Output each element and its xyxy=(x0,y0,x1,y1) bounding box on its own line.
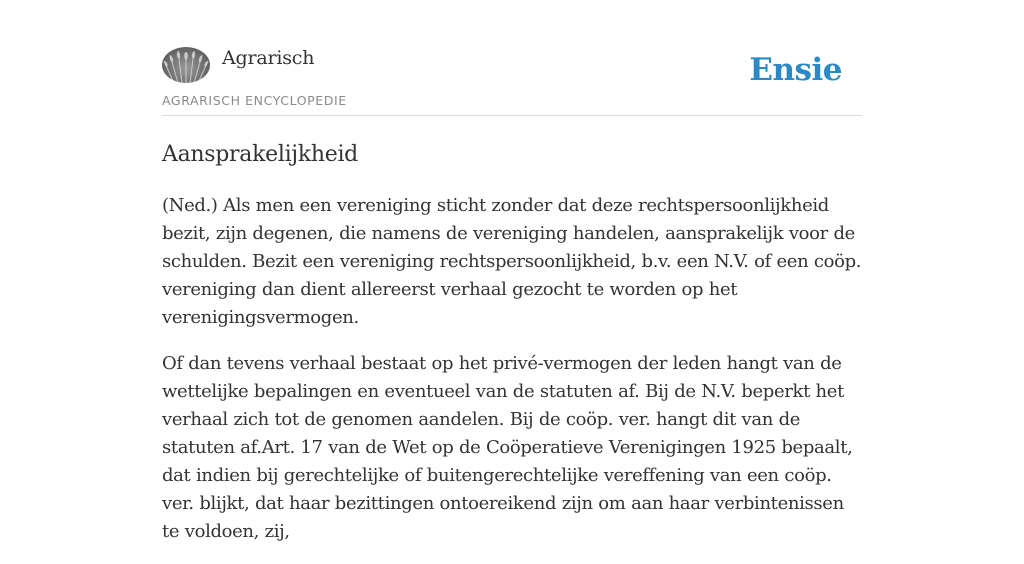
wheat-icon[interactable] xyxy=(162,47,210,83)
article-body xyxy=(162,192,862,546)
site-name-link[interactable]: Agrarisch xyxy=(222,47,315,69)
site-subtitle: AGRARISCH ENCYCLOPEDIE xyxy=(162,93,347,108)
site-header xyxy=(162,0,862,116)
article-title: Aansprakelijkheid xyxy=(162,142,358,167)
article-paragraph: Of dan tevens verhaal bestaat op het privé-vermogen der leden hangt van de wettelijke bepalingen en eventueel van de statuten af. Bij de N.V. beperkt het verhaal zich tot de genomen aandelen. Bij de coöp. ver. hangt dit van de statuten af.Art. 17 van de Wet op de Coöperatieve Verenigingen 1925 bepaalt, dat indien bij gerechtelijke of buitengerechtelijke vereffening van een coöp. ver. blijkt, dat haar bezittingen ontoereikend zijn om aan haar verbintenissen te voldoen, zij, xyxy=(162,353,853,542)
page xyxy=(162,0,862,564)
brand-logo-link[interactable]: Ensie xyxy=(749,52,842,88)
article-paragraph: (Ned.) Als men een vereniging sticht zonder dat deze rechtspersoonlijkheid bezit, zijn degenen, die namens de vereniging handelen, aansprakelijk voor de schulden. Bezit een vereniging rechtspersoonlijkheid, b.v. een N.V. of een coöp. vereniging dan dient allereerst verhaal gezocht te worden op het verenigingsvermogen. xyxy=(162,195,862,328)
